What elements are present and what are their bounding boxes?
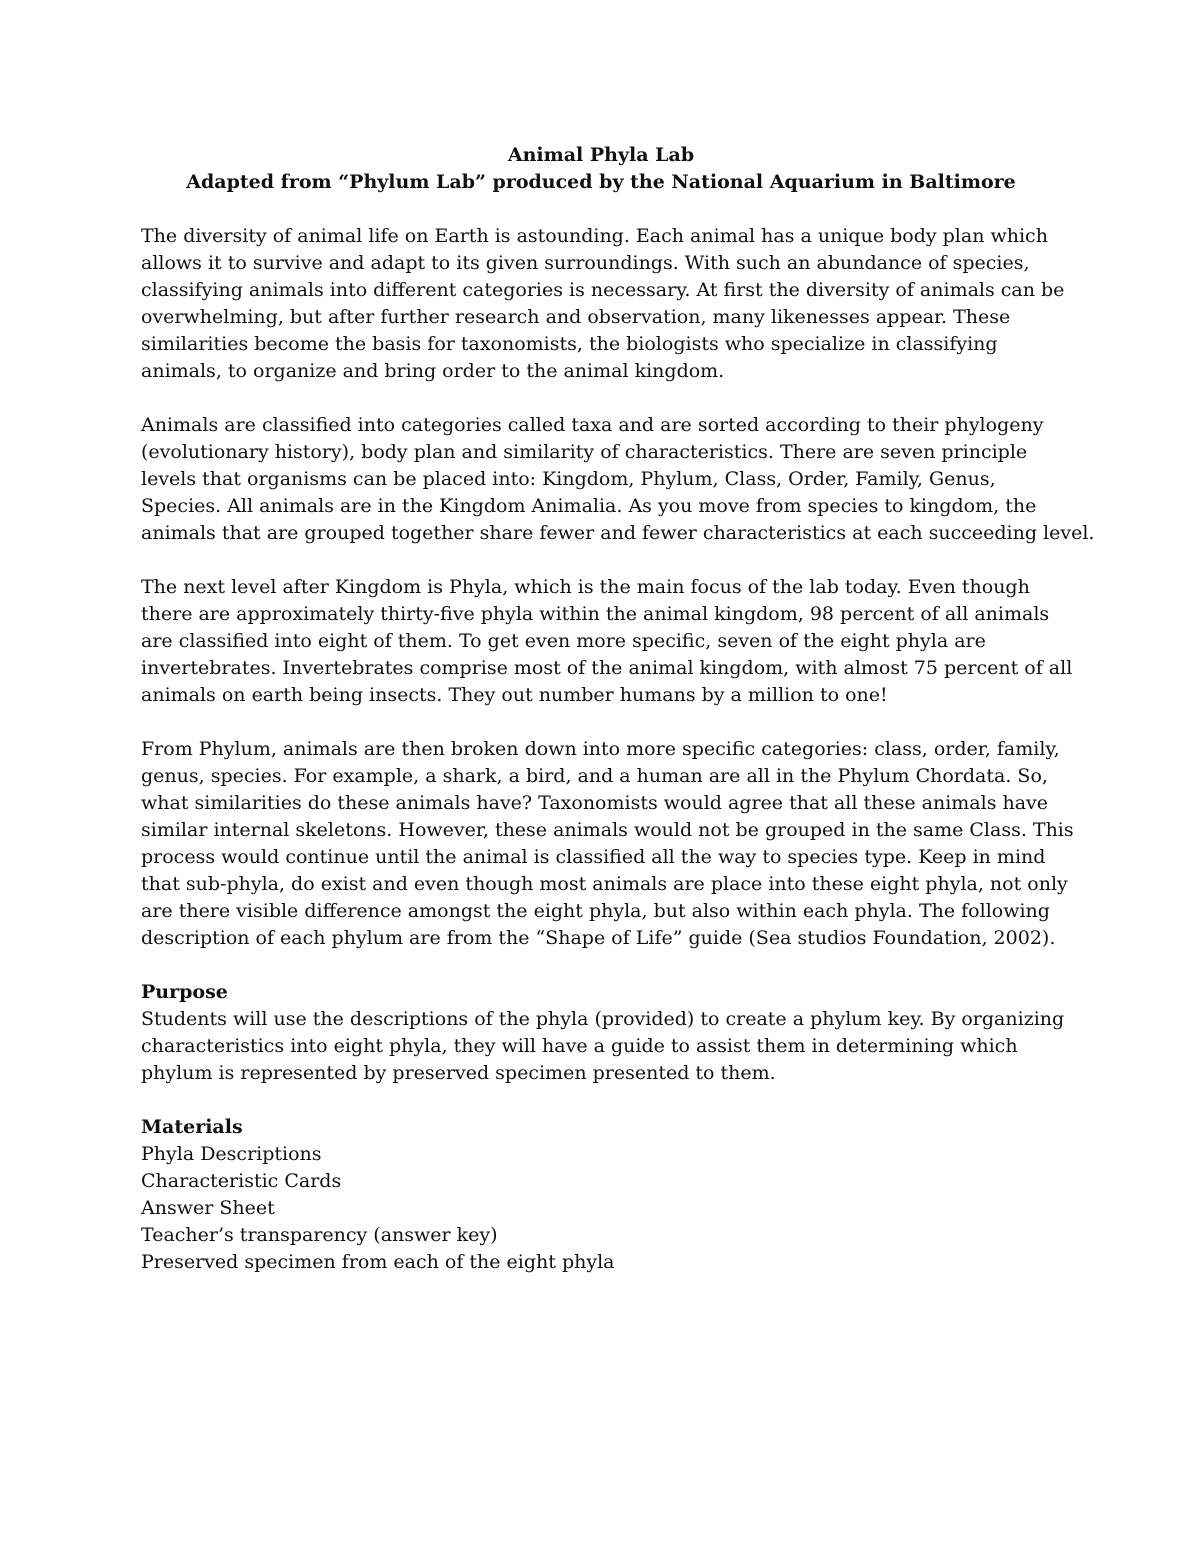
- paragraph-line: are classified into eight of them. To get even more specific, seven of the eight phyla are: [141, 630, 986, 652]
- paragraph-line: that sub-phyla, do exist and even though most animals are place into these eight phyla, not only: [141, 873, 1068, 895]
- paragraph-line: (evolutionary history), body plan and similarity of characteristics. There are seven principle: [141, 441, 1028, 463]
- paragraph-line: classifying animals into different categories is necessary. At first the diversity of animals can be: [141, 279, 1065, 301]
- paragraph-diversity: [141, 223, 1065, 385]
- paragraph-line: invertebrates. Invertebrates comprise most of the animal kingdom, with almost 75 percent of all: [141, 657, 1073, 679]
- paragraph-phylum-breakdown: [141, 736, 1074, 952]
- paragraph-line: The diversity of animal life on Earth is astounding. Each animal has a unique body plan which: [141, 225, 1048, 247]
- purpose-heading: Purpose: [141, 981, 228, 1003]
- paragraph-line: Species. All animals are in the Kingdom Animalia. As you move from species to kingdom, the: [141, 495, 1037, 517]
- paragraph-line: similar internal skeletons. However, these animals would not be grouped in the same Class. This: [141, 819, 1074, 841]
- materials-list: [141, 1141, 1061, 1276]
- title-line-2: Adapted from “Phylum Lab” produced by the National Aquarium in Baltimore: [186, 171, 1016, 193]
- paragraph-line: overwhelming, but after further research and observation, many likenesses appear. These: [141, 306, 1011, 328]
- paragraph-line: phylum is represented by preserved specimen presented to them.: [141, 1062, 776, 1084]
- title-line-1: Animal Phyla Lab: [507, 144, 695, 166]
- paragraph-line: Students will use the descriptions of the phyla (provided) to create a phylum key. By organizing: [141, 1008, 1065, 1030]
- paragraph-line: are there visible difference amongst the eight phyla, but also within each phyla. The following: [141, 900, 1050, 922]
- spacer: [141, 547, 1061, 574]
- spacer: [141, 196, 1061, 223]
- materials-item: Phyla Descriptions: [141, 1143, 322, 1165]
- paragraph-line: description of each phylum are from the “Shape of Life” guide (Sea studios Foundation, 2002).: [141, 927, 1056, 949]
- paragraph-line: levels that organisms can be placed into: Kingdom, Phylum, Class, Order, Family, Genus,: [141, 468, 996, 490]
- materials-heading: Materials: [141, 1116, 243, 1138]
- paragraph-line: animals that are grouped together share fewer and fewer characteristics at each succeeding level.: [141, 522, 1095, 544]
- materials-item: Characteristic Cards: [141, 1170, 342, 1192]
- purpose-text: [141, 1006, 1065, 1087]
- materials-item: Preserved specimen from each of the eight phyla: [141, 1251, 615, 1273]
- paragraph-line: From Phylum, animals are then broken down into more specific categories: class, order, family,: [141, 738, 1060, 760]
- spacer: [141, 709, 1061, 736]
- spacer: [141, 1087, 1061, 1114]
- materials-section: [141, 1114, 1061, 1276]
- document-body: [141, 142, 1095, 1276]
- paragraph-line: animals on earth being insects. They out number humans by a million to one!: [141, 684, 888, 706]
- paragraph-line: similarities become the basis for taxonomists, the biologists who specialize in classifying: [141, 333, 998, 355]
- paragraph-line: what similarities do these animals have? Taxonomists would agree that all these animals have: [141, 792, 1049, 814]
- paragraph-phyla: [141, 574, 1073, 709]
- document-title: [141, 142, 1061, 196]
- spacer: [141, 952, 1061, 979]
- paragraph-line: The next level after Kingdom is Phyla, which is the main focus of the lab today. Even though: [141, 576, 1030, 598]
- paragraph-line: there are approximately thirty-five phyla within the animal kingdom, 98 percent of all animals: [141, 603, 1050, 625]
- paragraph-line: process would continue until the animal is classified all the way to species type. Keep in mind: [141, 846, 1046, 868]
- paragraph-line: characteristics into eight phyla, they will have a guide to assist them in determining which: [141, 1035, 1018, 1057]
- materials-item: Answer Sheet: [141, 1197, 275, 1219]
- paragraph-taxa: [141, 412, 1095, 547]
- paragraph-line: genus, species. For example, a shark, a bird, and a human are all in the Phylum Chordata. So,: [141, 765, 1048, 787]
- purpose-section: [141, 979, 1065, 1087]
- paragraph-line: Animals are classified into categories called taxa and are sorted according to their phylogeny: [141, 414, 1044, 436]
- paragraph-line: allows it to survive and adapt to its given surroundings. With such an abundance of species,: [141, 252, 1030, 274]
- spacer: [141, 385, 1061, 412]
- materials-item: Teacher’s transparency (answer key): [141, 1224, 498, 1246]
- paragraph-line: animals, to organize and bring order to the animal kingdom.: [141, 360, 725, 382]
